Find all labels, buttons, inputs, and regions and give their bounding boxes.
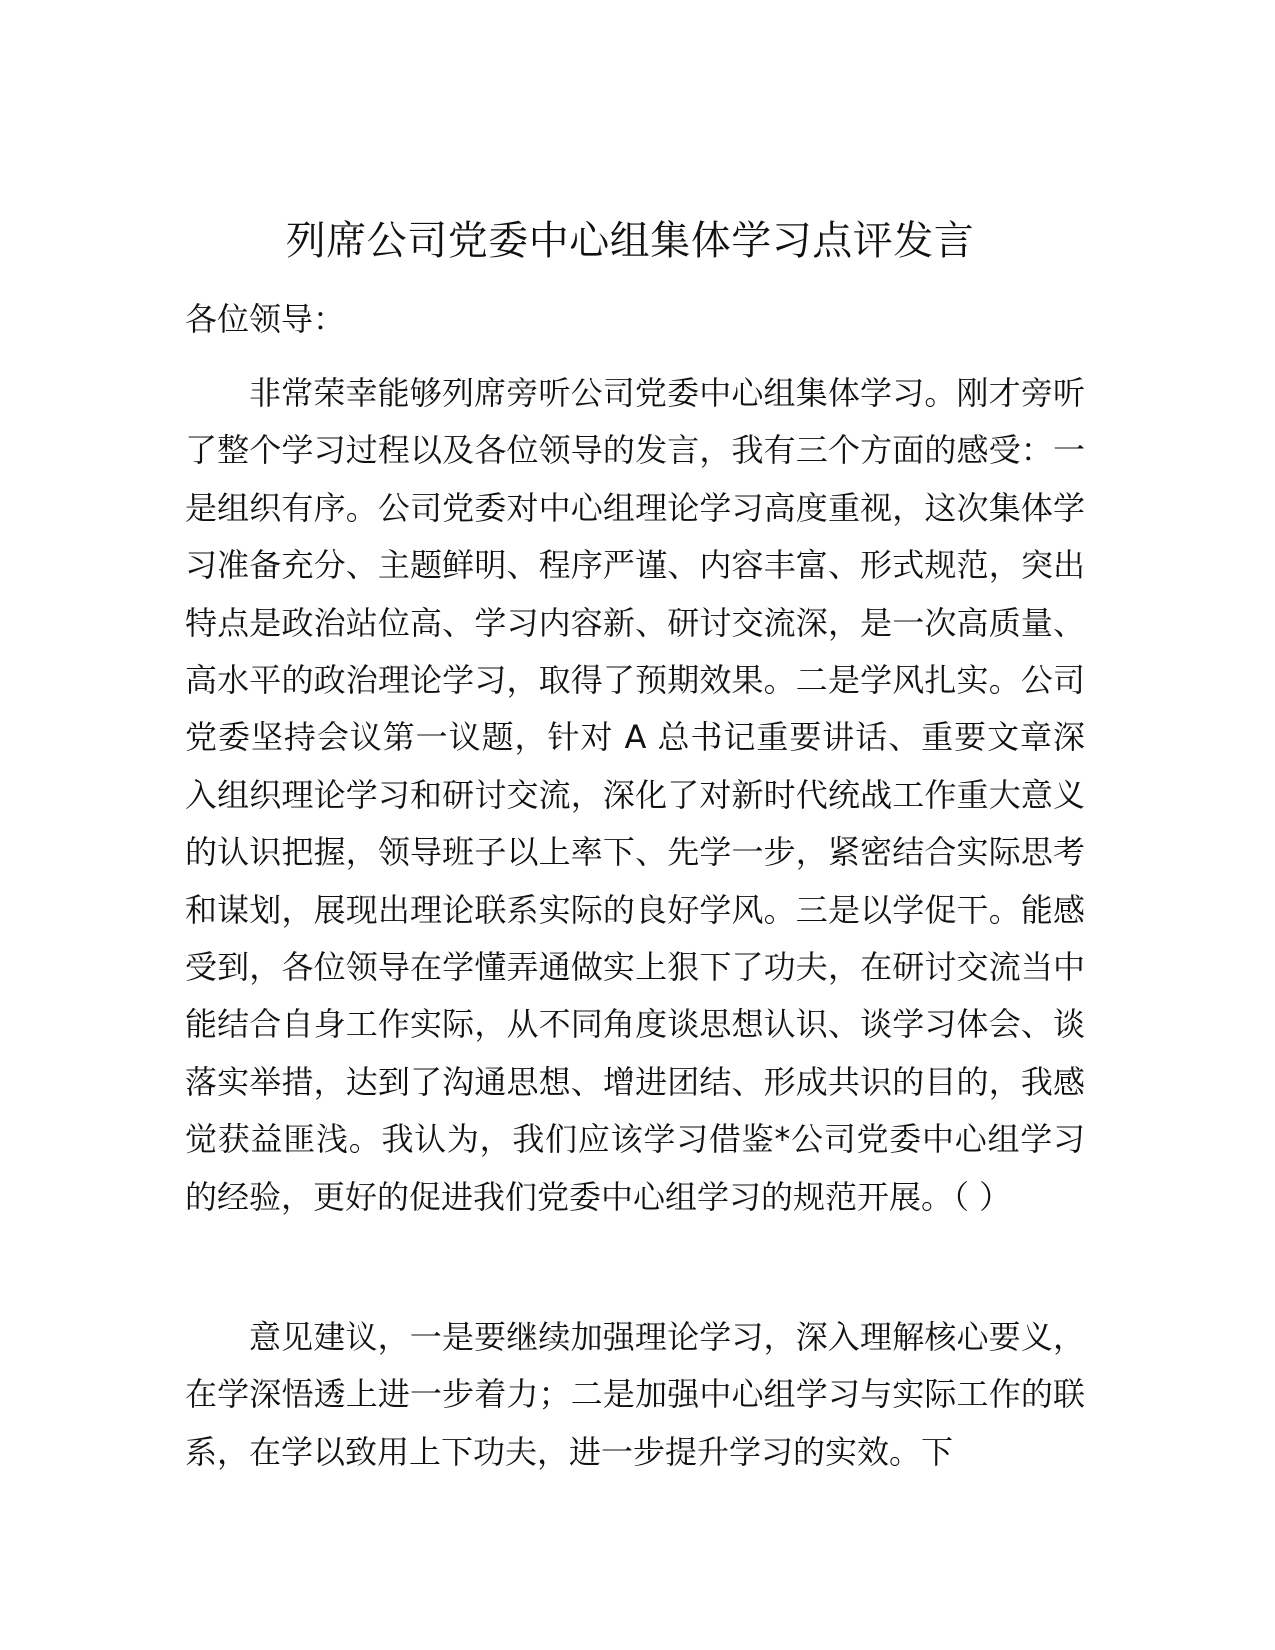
salutation: 各位领导：	[185, 300, 346, 338]
paragraph-feelings: 非常荣幸能够列席旁听公司党委中心组集体学习。刚才旁听了整个学习过程以及各位领导的发言，我有三个方面的感受：一是组织有序。公司党委对中心组理论学习高度重视，这次集体学习准备充分、主题鲜明、程序严谨、内容丰富、形式规范，突出特点是政治站位高、学习内容新、研讨交流深，是一次高质量、高水平的政治理论学习，取得了预期效果。二是学风扎实。公司党委坚持会议第一议题，针对 A 总书记重要讲话、重要文章深入组织理论学习和研讨交流，深化了对新时代统战工作重大意义的认识把握，领导班子以上率下、先学一步，紧密结合实际思考和谋划，展现出理论联系实际的良好学风。三是以学促干。能感受到，各位领导在学懂弄通做实上狠下了功夫，在研讨交流当中能结合自身工作实际，从不同角度谈思想认识、谈学习体会、谈落实举措，达到了沟通思想、增进团结、形成共识的目的，我感觉获益匪浅。我认为，我们应该学习借鉴*公司党委中心组学习的经验，更好的促进我们党委中心组学习的规范开展。（ ）	[185, 374, 1085, 1216]
paragraph-suggestions: 意见建议，一是要继续加强理论学习，深入理解核心要义，在学深悟透上进一步着力；二是加强中心组学习与实际工作的联系，在学以致用上下功夫，进一步提升学习的实效。下	[185, 1318, 1085, 1471]
document-title: 列席公司党委中心组集体学习点评发言	[285, 218, 975, 264]
